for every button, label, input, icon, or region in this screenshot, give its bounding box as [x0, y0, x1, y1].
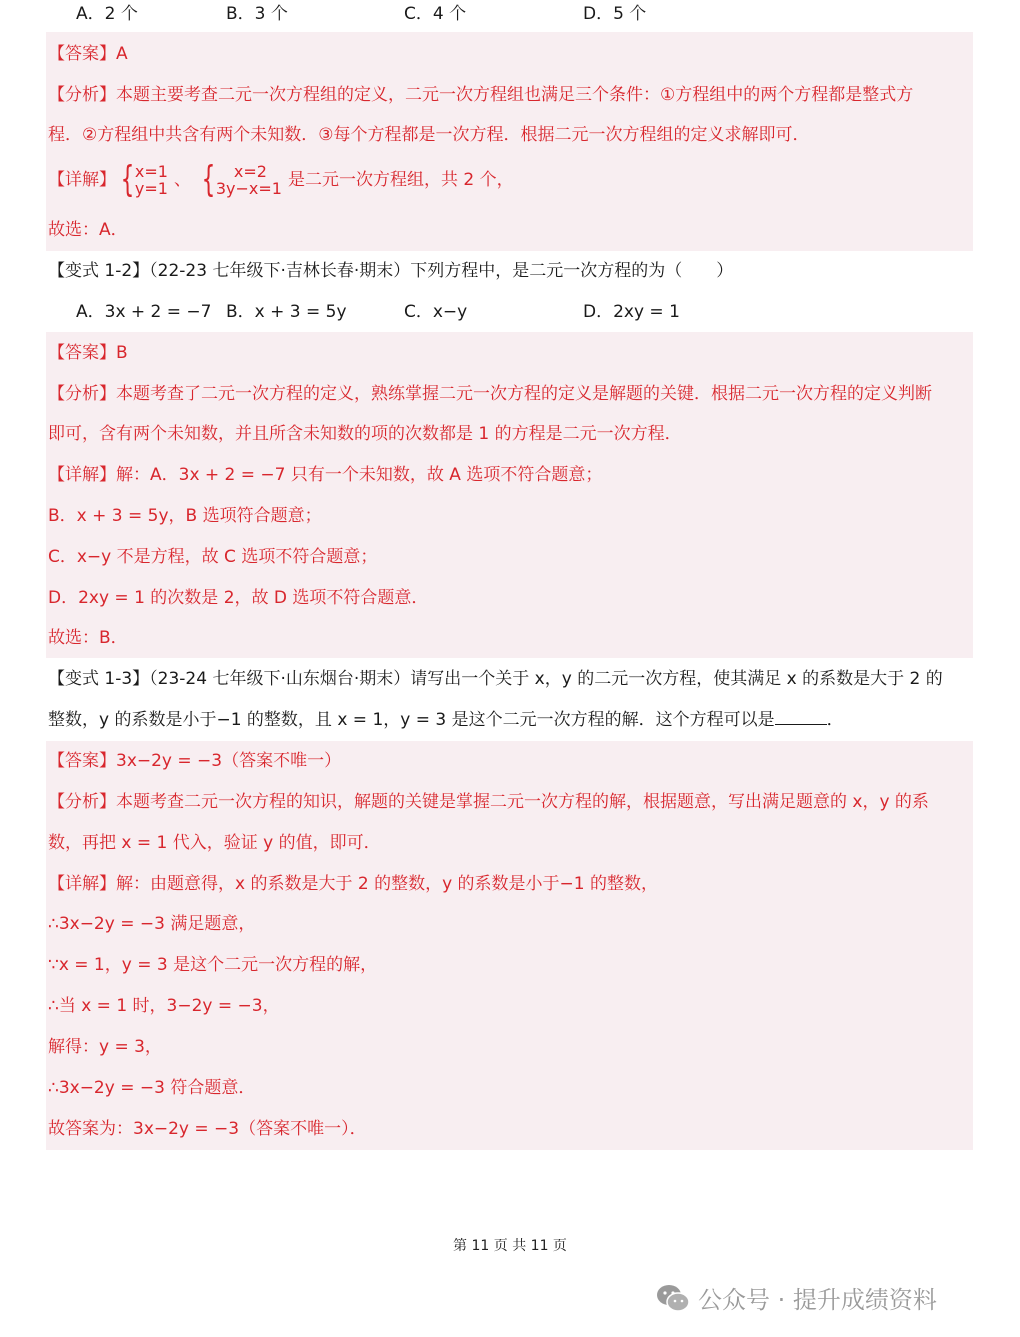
detail-2-line-4: D．2xy = 1 的次数是 2，故 D 选项不符合题意．	[48, 588, 429, 608]
watermark	[656, 1280, 937, 1315]
detail-3-line-1: 【详解】解：由题意得，x 的系数是大于 2 的整数，y 的系数是小于−1 的整数，	[48, 874, 659, 894]
q2-option-b: B．x + 3 = 5y	[226, 302, 347, 322]
detail-label: 【详解】	[48, 170, 116, 190]
equation-system-1	[135, 163, 168, 197]
system-1-eq-2: y=1	[134, 179, 168, 198]
q2-option-a: A．3x + 2 = −7	[76, 302, 212, 322]
analysis-3-line-1: 【分析】本题考查二元一次方程的知识，解题的关键是掌握二元一次方程的解，根据题意，写出满足题意的 x，y 的系	[48, 792, 929, 812]
equation-system-2	[216, 163, 282, 197]
option-a: A．2 个	[76, 4, 138, 24]
wechat-icon	[656, 1283, 690, 1313]
analysis-3-line-2: 数，再把 x = 1 代入，验证 y 的值，即可．	[48, 833, 381, 853]
detail-3-line-3: ∵x = 1，y = 3 是这个二元一次方程的解，	[48, 955, 378, 975]
detail-3-line-2: ∴3x−2y = −3 满足题意，	[48, 914, 256, 934]
detail-3-line-6: ∴3x−2y = −3 符合题意．	[48, 1078, 256, 1098]
choice-1: 故选：A．	[48, 220, 128, 240]
question-3-stem-line-2	[48, 708, 844, 732]
q2-option-d: D．2xy = 1	[583, 302, 680, 322]
option-c: C．4 个	[404, 4, 467, 24]
choice-2: 故选：B．	[48, 628, 128, 648]
detail-1	[48, 160, 514, 200]
analysis-1-line-2: 程．②方程组中共含有两个未知数．③每个方程都是一次方程．根据二元一次方程组的定义求解即可．	[48, 125, 810, 145]
left-brace: {	[201, 159, 216, 200]
system-2-eq-1: x=2	[233, 162, 267, 181]
detail-2-line-2: B．x + 3 = 5y，B 选项符合题意；	[48, 506, 322, 526]
detail-3-line-5: 解得：y = 3，	[48, 1037, 162, 1057]
detail-2-line-3: C．x−y 不是方程，故 C 选项不符合题意；	[48, 547, 378, 567]
analysis-2-line-1: 【分析】本题考查了二元一次方程的定义，熟练掌握二元一次方程的定义是解题的关键．根据二元一次方程的定义判断	[48, 384, 932, 404]
detail-1-tail: 是二元一次方程组，共 2 个，	[287, 170, 514, 190]
system-2-eq-2: 3y−x=1	[215, 179, 282, 198]
q2-option-c: C．x−y	[404, 302, 468, 322]
watermark-text: 公众号 · 提升成绩资料	[698, 1286, 937, 1314]
answer-2: 【答案】B	[48, 343, 128, 363]
option-d: D．5 个	[583, 4, 647, 24]
answer-3: 【答案】3x−2y = −3（答案不唯一）	[48, 751, 342, 771]
answer-1: 【答案】A	[48, 44, 128, 64]
question-2-stem: 【变式 1-2】（22-23 七年级下·吉林长春·期末）下列方程中，是二元一次方程的为（ ）	[48, 261, 734, 281]
detail-3-line-4: ∴当 x = 1 时，3−2y = −3，	[48, 996, 280, 1016]
question-3-stem-end: ．	[826, 710, 844, 730]
question-3-stem-text: 整数，y 的系数是小于−1 的整数，且 x = 1，y = 3 是这个二元一次方程的解．这个方程可以是	[48, 710, 775, 730]
left-brace: {	[120, 159, 135, 200]
detail-2-line-1: 【详解】解：A．3x + 2 = −7 只有一个未知数，故 A 选项不符合题意；	[48, 465, 603, 485]
separator: 、	[173, 170, 191, 190]
final-answer-3: 故答案为：3x−2y = −3（答案不唯一）．	[48, 1119, 367, 1139]
system-1-eq-1: x=1	[134, 162, 168, 181]
analysis-2-line-2: 即可，含有两个未知数，并且所含未知数的项的次数都是 1 的方程是二元一次方程．	[48, 424, 682, 444]
question-3-stem-line-1: 【变式 1-3】（23-24 七年级下·山东烟台·期末）请写出一个关于 x，y 的二元一次方程，使其满足 x 的系数是大于 2 的	[48, 669, 943, 689]
option-b: B．3 个	[226, 4, 288, 24]
answer-blank[interactable]	[775, 708, 827, 725]
page-footer: 第 11 页 共 11 页	[453, 1238, 567, 1254]
analysis-1-line-1: 【分析】本题主要考查二元一次方程组的定义，二元一次方程组也满足三个条件：①方程组中的两个方程都是整式方	[48, 85, 914, 105]
